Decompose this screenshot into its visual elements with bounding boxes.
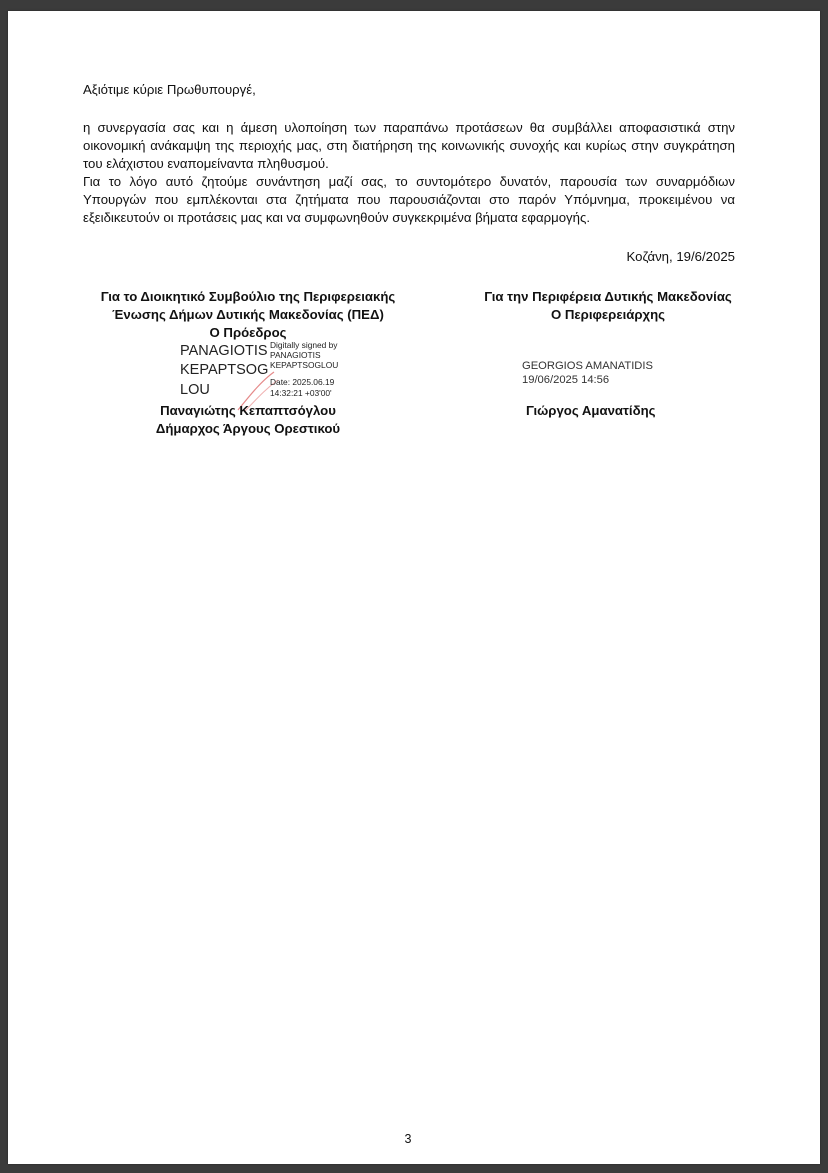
signature-detail-line: 14:32:21 +03'00' bbox=[270, 388, 332, 398]
signature-detail-line: Date: 2025.06.19 bbox=[270, 377, 335, 387]
left-org-line-1: Για το Διοικητικό Συμβούλιο της Περιφερειακής bbox=[100, 289, 396, 304]
signature-detail-line: KEPAPTSOGLOU bbox=[270, 360, 339, 370]
page-number: 3 bbox=[404, 1132, 412, 1146]
signature-detail-line: PANAGIOTIS bbox=[270, 350, 321, 360]
signature-name-line: KEPAPTSOG bbox=[180, 362, 269, 378]
signature-signer: GEORGIOS AMANATIDIS bbox=[522, 360, 653, 372]
signature-name-line: LOU bbox=[180, 382, 210, 398]
document-page bbox=[8, 11, 820, 1164]
paragraph-1-line: οικονομική ανάκαμψη της περιοχής μας, στη διατήρηση της κοινωνικής συνοχής και κυρίως στην συγκράτηση bbox=[83, 138, 735, 153]
place-date: Κοζάνη, 19/6/2025 bbox=[626, 249, 735, 264]
right-signatory-name: Γιώργος Αμανατίδης bbox=[526, 403, 656, 418]
paragraph-2-line: Υπουργών που εμπλέκονται στα ζητήματα που παρουσιάζονται στο παρόν Υπόμνημα, προκειμένου να bbox=[83, 192, 735, 207]
signature-detail-line: Digitally signed by bbox=[270, 340, 338, 350]
paragraph-1-line: η συνεργασία σας και η άμεση υλοποίηση των παραπάνω προτάσεων θα συμβάλλει αποφασιστικά στην bbox=[83, 120, 735, 135]
paragraph-2-line: εξειδικευτούν οι προτάσεις μας και να συμφωνηθούν συγκεκριμένα βήματα εφαρμογής. bbox=[83, 210, 590, 225]
paragraph-2-line: Για το λόγο αυτό ζητούμε συνάντηση μαζί σας, το συντομότερο δυνατόν, παρουσία των συναρμόδιων bbox=[83, 174, 735, 189]
left-org-line-2: Ένωσης Δήμων Δυτικής Μακεδονίας (ΠΕΔ) bbox=[112, 307, 384, 322]
left-role: Ο Πρόεδρος bbox=[209, 325, 287, 340]
paragraph-1-line: του ελάχιστου εναπομείναντα πληθυσμού. bbox=[83, 156, 329, 171]
signature-name-line: PANAGIOTIS bbox=[180, 343, 268, 359]
salutation: Αξιότιμε κύριε Πρωθυπουργέ, bbox=[83, 82, 256, 97]
right-role: Ο Περιφερειάρχης bbox=[550, 307, 666, 322]
left-signatory-name: Παναγιώτης Κεπαπτσόγλου bbox=[160, 403, 336, 418]
signature-datetime: 19/06/2025 14:56 bbox=[522, 374, 610, 386]
right-org-line-1: Για την Περιφέρεια Δυτικής Μακεδονίας bbox=[484, 289, 732, 304]
left-signatory-title: Δήμαρχος Άργους Ορεστικού bbox=[155, 421, 341, 436]
